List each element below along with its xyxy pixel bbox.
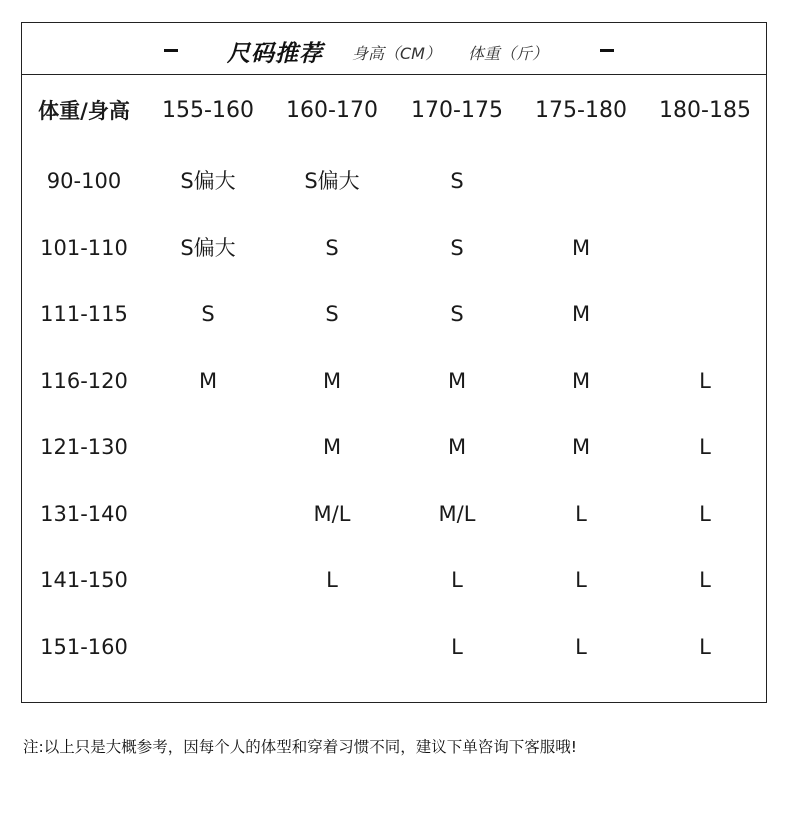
size-cell: S	[450, 302, 464, 326]
size-cell: S	[450, 235, 464, 260]
height-column-header: 170-175	[411, 98, 503, 123]
size-cell: S	[450, 169, 464, 193]
size-cell: L	[326, 568, 338, 592]
size-cell: M	[322, 368, 342, 393]
height-column-header: 160-170	[286, 98, 378, 123]
size-cell: S偏大	[304, 169, 360, 193]
size-cell: S	[325, 235, 339, 260]
size-cell: L	[575, 634, 587, 659]
weight-unit-label: 体重（斤）	[468, 44, 549, 63]
size-cell: M/L	[313, 501, 351, 526]
size-cell: M	[571, 302, 591, 326]
chart-title: 尺码推荐	[227, 41, 323, 67]
title-bar	[22, 23, 766, 75]
size-cell: M	[447, 368, 467, 393]
height-column-header: 180-185	[659, 98, 751, 123]
weight-row-header: 101-110	[40, 235, 128, 260]
size-cell: L	[575, 501, 587, 526]
height-column-header: 175-180	[535, 98, 627, 123]
size-chart	[21, 22, 767, 703]
size-cell: L	[699, 435, 711, 459]
size-cell: L	[575, 568, 587, 592]
size-cell: M	[322, 435, 342, 459]
weight-row-header: 90-100	[46, 169, 122, 193]
size-cell: S偏大	[180, 169, 236, 193]
weight-row-header: 141-150	[40, 568, 128, 592]
weight-row-header: 111-115	[40, 302, 128, 326]
weight-row-header: 151-160	[40, 634, 128, 659]
corner-header: 体重/身高	[38, 99, 130, 123]
size-cell: M	[571, 435, 591, 459]
size-cell: M	[198, 368, 218, 393]
size-cell: S	[325, 302, 339, 326]
size-cell: L	[451, 568, 463, 592]
size-cell: L	[699, 568, 711, 592]
title-dash-right	[600, 49, 614, 52]
size-cell: L	[699, 501, 711, 526]
size-cell: S	[201, 302, 215, 326]
size-cell: M	[571, 368, 591, 393]
size-cell: L	[699, 368, 711, 393]
weight-row-header: 116-120	[40, 368, 128, 393]
size-cell: L	[451, 634, 463, 659]
title-dash-left	[164, 49, 178, 52]
size-cell: M/L	[438, 501, 476, 526]
height-column-header: 155-160	[162, 98, 254, 123]
footnote: 注:以上只是大概参考，因每个人的体型和穿着习惯不同，建议下单咨询下客服哦!	[23, 738, 577, 756]
size-cell: L	[699, 634, 711, 659]
height-unit-label: 身高（CM）	[352, 44, 441, 63]
size-cell: M	[447, 435, 467, 459]
weight-row-header: 121-130	[40, 435, 128, 459]
size-cell: M	[571, 235, 591, 260]
size-cell: S偏大	[180, 235, 236, 260]
weight-row-header: 131-140	[40, 501, 128, 526]
